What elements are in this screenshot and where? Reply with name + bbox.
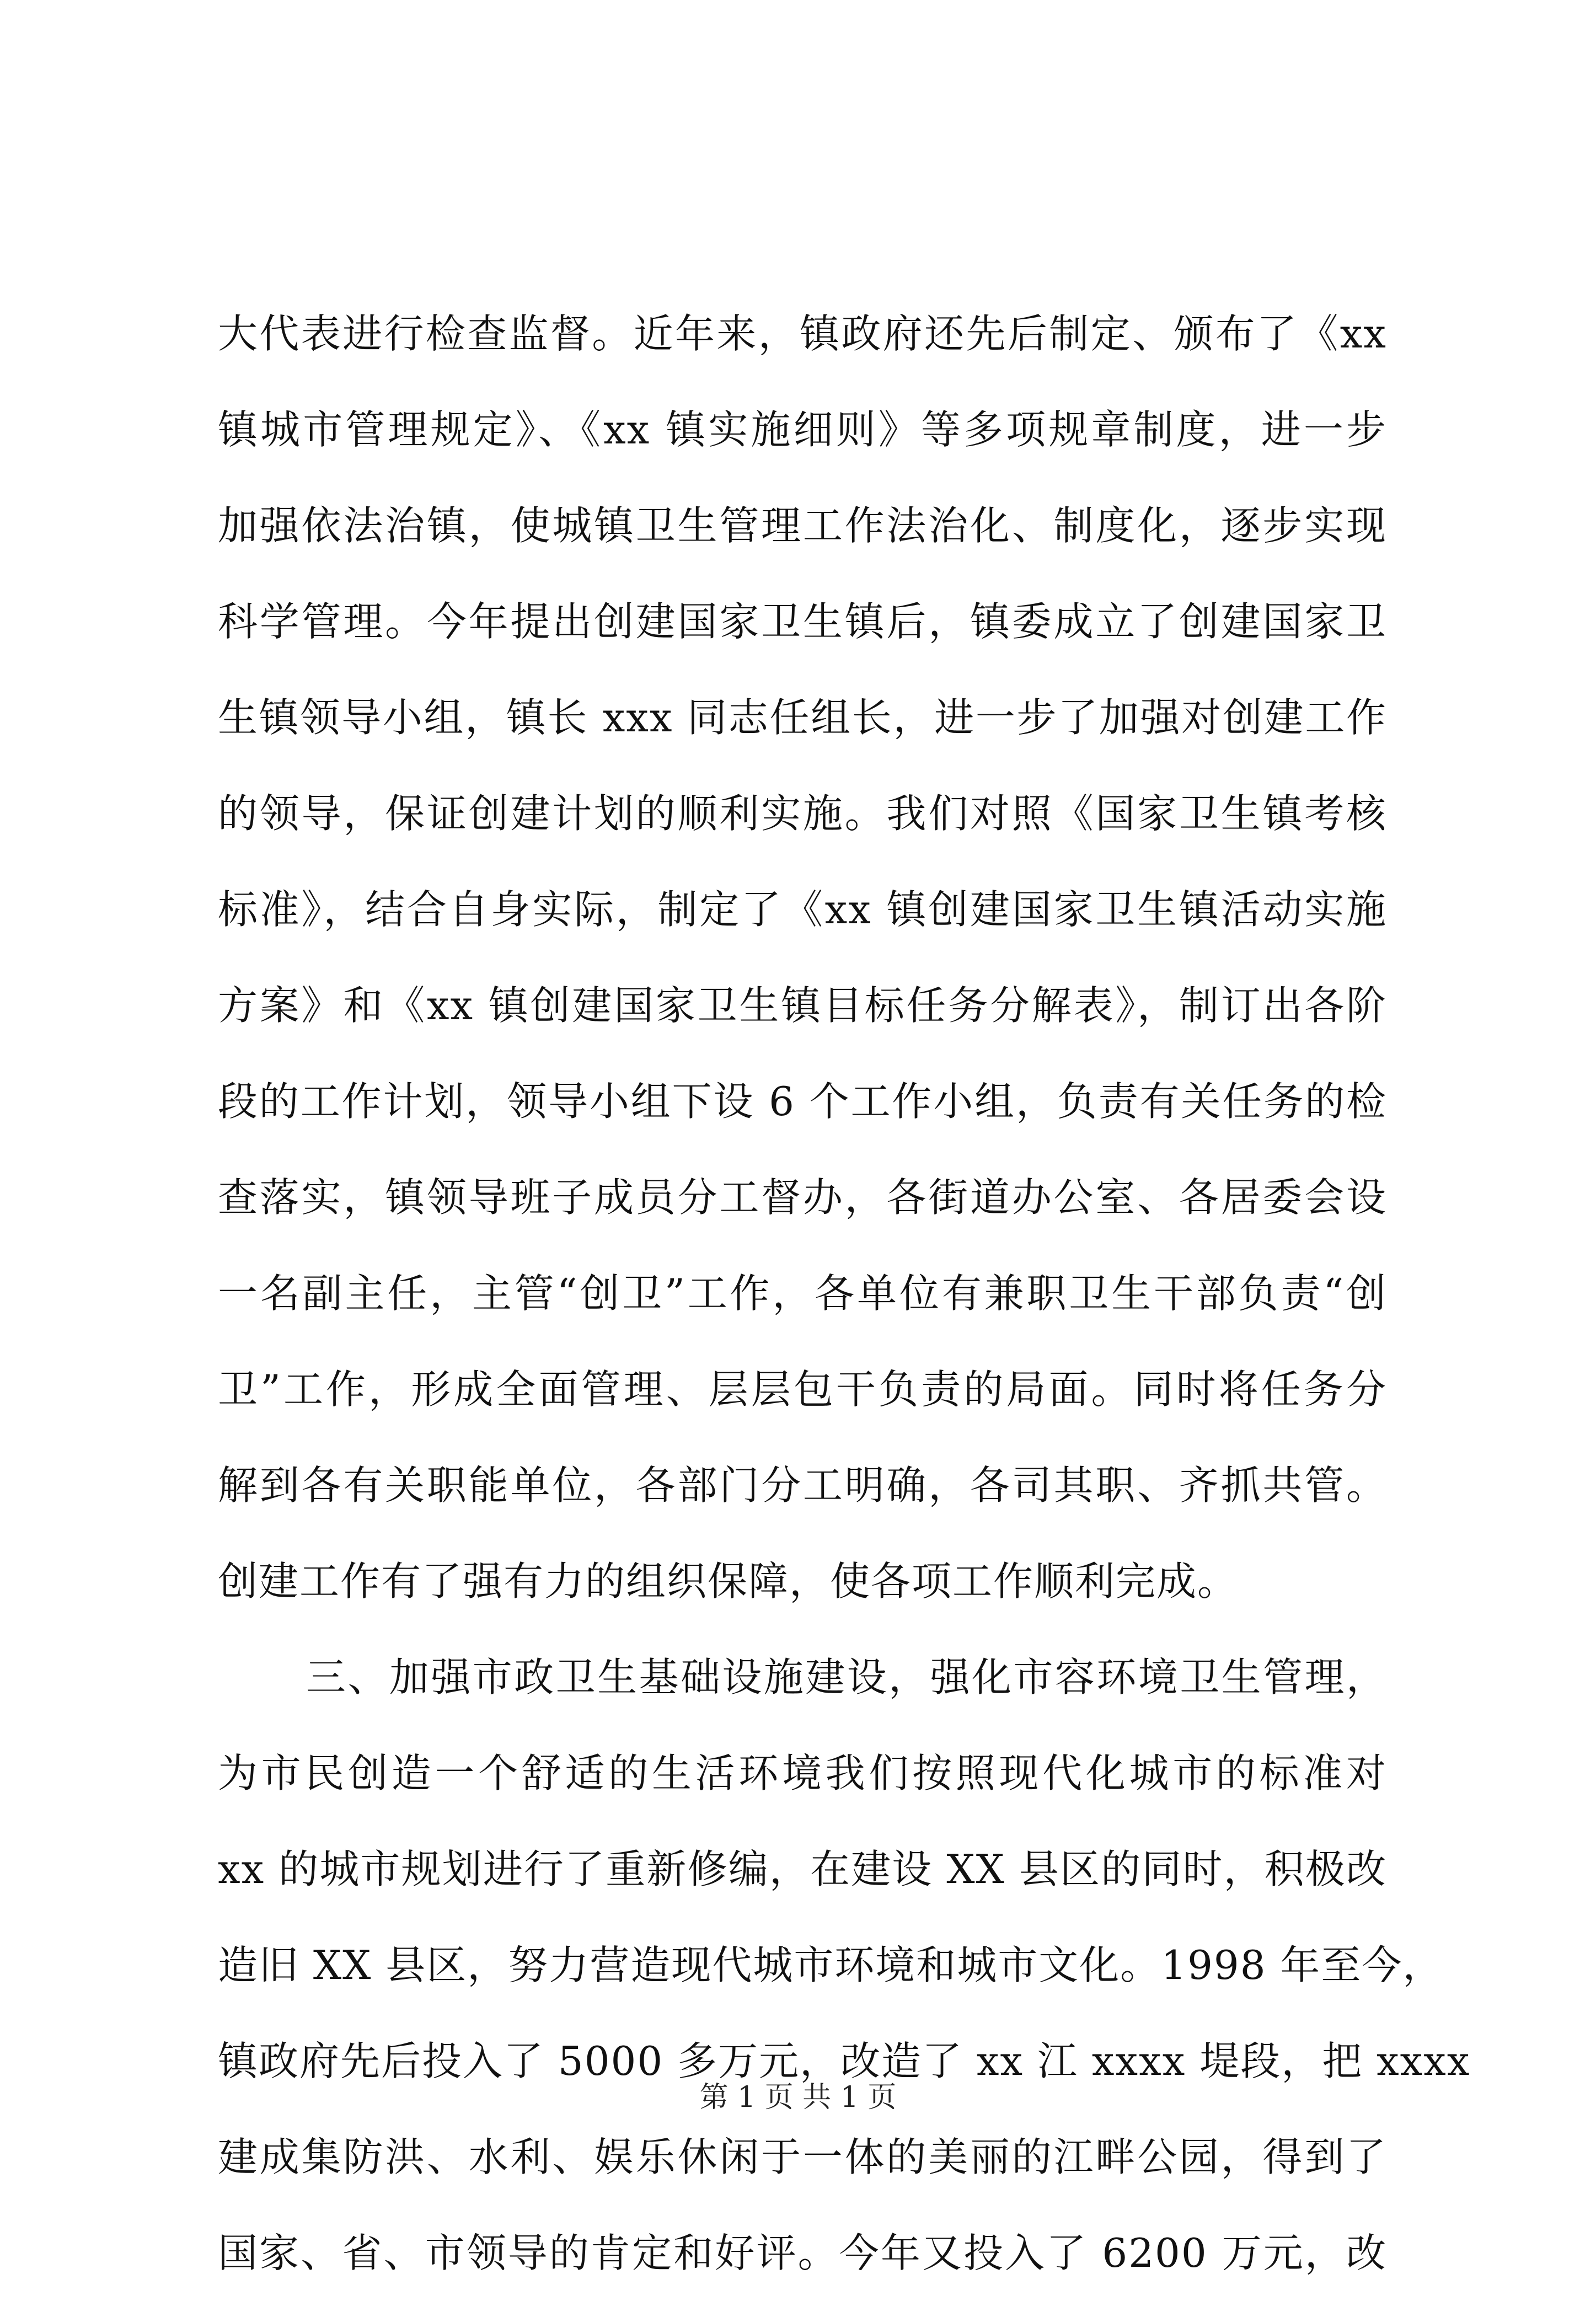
body-text (218, 286, 1471, 2301)
text-line: 科学管理。今年提出创建国家卫生镇后，镇委成立了创建国家卫 (218, 598, 1387, 645)
text-line: 方案》和《xx 镇创建国家卫生镇目标任务分解表》，制订出各阶 (218, 982, 1387, 1029)
text-line: 查落实，镇领导班子成员分工督办，各街道办公室、各居委会设 (218, 1174, 1387, 1221)
text-line: 镇政府先后投入了 5000 多万元，改造了 xx 江 xxxx 堤段，把 xxxx (218, 2038, 1471, 2084)
text-line: 卫”工作，形成全面管理、层层包干负责的局面。同时将任务分 (218, 1366, 1387, 1412)
text-line: 加强依法治镇，使城镇卫生管理工作法治化、制度化，逐步实现 (218, 502, 1387, 549)
text-line: 段的工作计划，领导小组下设 6 个工作小组，负责有关任务的检 (218, 1078, 1387, 1125)
text-line: 标准》，结合自身实际，制定了《xx 镇创建国家卫生镇活动实施 (218, 886, 1387, 933)
text-line: 解到各有关职能单位，各部门分工明确，各司其职、齐抓共管。 (218, 1462, 1387, 1508)
text-line: 建成集防洪、水利、娱乐休闲于一体的美丽的江畔公园，得到了 (218, 2134, 1387, 2180)
text-line: 国家、省、市领导的肯定和好评。今年又投入了 6200 万元，改 (218, 2230, 1387, 2276)
text-line: 的领导，保证创建计划的顺利实施。我们对照《国家卫生镇考核 (218, 790, 1387, 837)
page-number-label: 第 1 页 共 1 页 (699, 2081, 897, 2114)
page-footer (0, 2078, 1596, 2117)
text-line: 为市民创造一个舒适的生活环境我们按照现代化城市的标准对 (218, 1750, 1387, 1796)
text-line: 生镇领导小组，镇长 xxx 同志任组长，进一步了加强对创建工作 (218, 694, 1387, 741)
text-line: 大代表进行检查监督。近年来，镇政府还先后制定、颁布了《xx (218, 311, 1387, 357)
text-line: 造旧 XX 县区，努力营造现代城市环境和城市文化。1998 年至今， (218, 1942, 1444, 1988)
section-heading-line: 三、加强市政卫生基础设施建设，强化市容环境卫生管理， (306, 1654, 1387, 1700)
text-line: xx 的城市规划进行了重新修编，在建设 XX 县区的同时，积极改 (218, 1846, 1387, 1892)
text-line: 创建工作有了强有力的组织保障，使各项工作顺利完成。 (218, 1558, 1239, 1604)
text-line: 镇城市管理规定》、《xx 镇实施细则》等多项规章制度，进一步 (218, 406, 1387, 453)
text-line: 一名副主任，主管“创卫”工作，各单位有兼职卫生干部负责“创 (218, 1270, 1387, 1317)
